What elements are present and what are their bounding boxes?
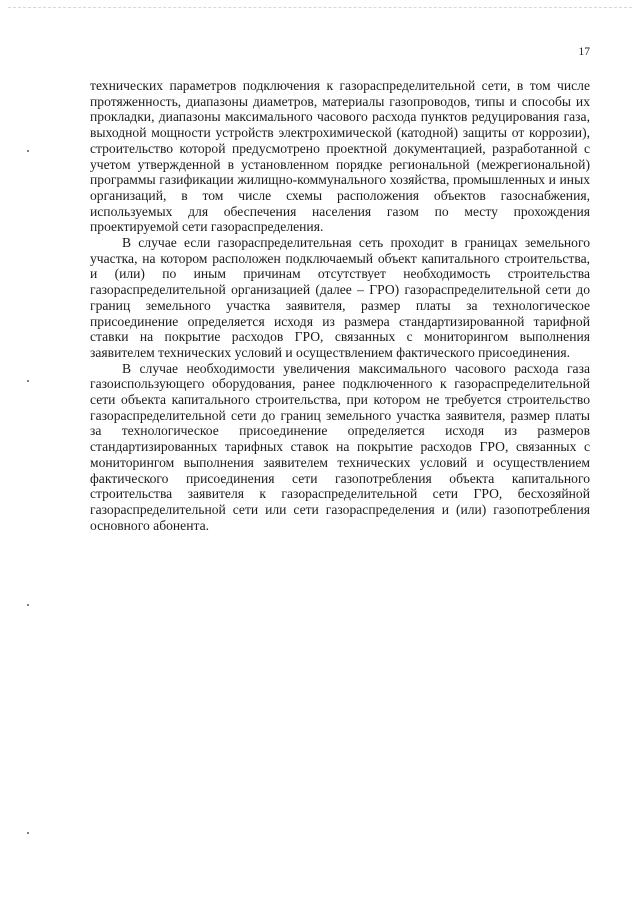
- paragraph-2: В случае если газораспределительная сеть проходит в границах земельного участка, на котором расположен подключаемый объект капитального строительства, и (или) по иным причинам отсутствует необходимость строительства газораспределительной организацией (далее – ГРО) газораспределительной сети до границ земельного участка заявителя, размер платы за технологическое присоединение определяется исходя из размера стандартизированной тарифной ставки на покрытие расходов ГРО, связанных с мониторингом выполнения заявителем технических условий и осуществлением фактического присоединения.: [90, 235, 590, 360]
- scan-margin-mark: [27, 150, 29, 152]
- paragraph-3: В случае необходимости увеличения максимального часового расхода газа газоиспользующего оборудования, ранее подключенного к газораспределительной сети объекта капитального строительства, при котором не требуется строительство газораспределительной сети до границ земельного участка заявителя, размер платы за технологическое присоединение определяется исходя из размеров стандартизированных тарифных ставок на покрытие расходов ГРО, связанных с мониторингом выполнения заявителем технических условий и осуществлением фактического присоединения сети газопотребления объекта капитального строительства заявителя к газораспределительной сети ГРО, бесхозяйной газораспределительной сети или сети газораспределения и (или) газопотребления основного абонента.: [90, 360, 590, 533]
- body-text: [90, 78, 590, 533]
- scan-margin-mark: [27, 380, 29, 382]
- paragraph-1: технических параметров подключения к газораспределительной сети, в том числе протяженность, диапазоны диаметров, материалы газопроводов, типы и способы их прокладки, диапазоны максимального часового расхода пунктов редуцирования газа, выходной мощности устройств электрохимической (катодной) защиты от коррозии), строительство которой предусмотрено проектной документацией, разработанной с учетом утвержденной в установленном порядке региональной (межрегиональной) программы газификации жилищно-коммунального хозяйства, промышленных и иных организаций, в том числе схемы расположения объектов газоснабжения, используемых для обеспечения населения газом по месту прохождения проектируемой сети газораспределения.: [90, 78, 590, 235]
- scan-margin-mark: [27, 832, 29, 834]
- scan-margin-mark: [27, 604, 29, 606]
- scan-top-edge: [8, 7, 632, 8]
- page-number: 17: [578, 46, 590, 58]
